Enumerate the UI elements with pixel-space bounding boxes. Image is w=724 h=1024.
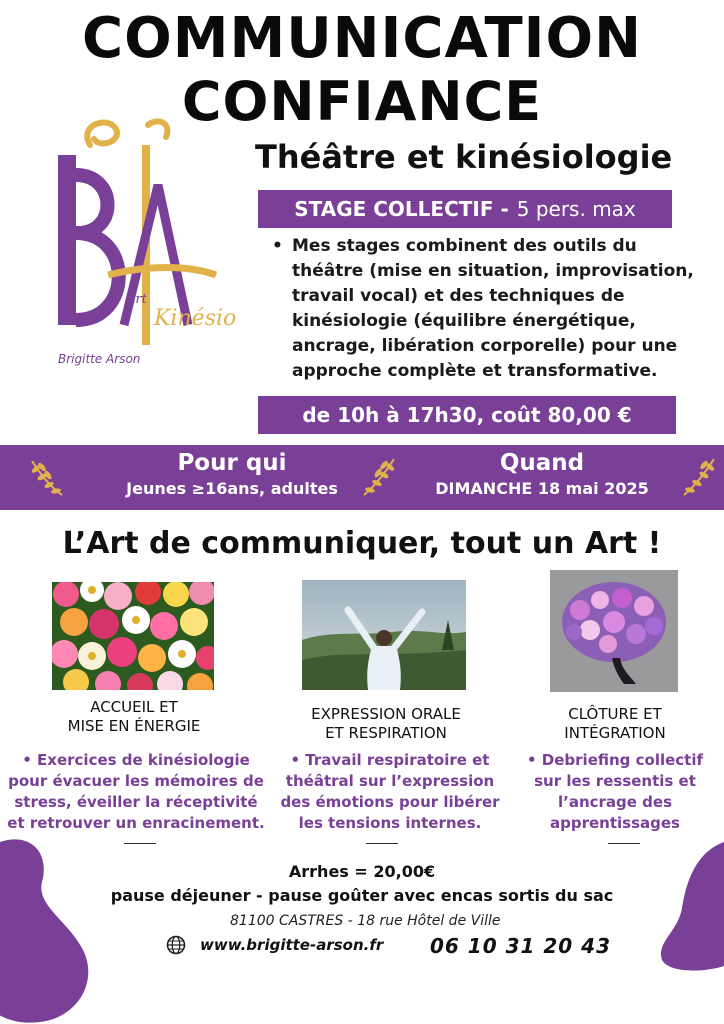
divider xyxy=(608,843,640,844)
date-heading: Quand xyxy=(499,450,585,476)
column-title-expression xyxy=(276,705,496,743)
description-text: Mes stages combinent des outils du théâtre (mise en situation, improvisation, travail vocal) et des techniques de kinésiologie (équilibre énergétique, ancrage, libération corporelle) pour une approche complète et transformative. xyxy=(292,236,694,381)
divider xyxy=(366,843,398,844)
date-block xyxy=(418,449,666,501)
phone-number[interactable]: 06 10 31 20 43 xyxy=(430,934,612,958)
stage-description xyxy=(272,234,712,384)
address-text: 81100 CASTRES - 18 rue Hôtel de Ville xyxy=(230,913,501,929)
person-nature-photo xyxy=(302,580,466,690)
column-title-accueil xyxy=(28,698,240,736)
column-title-line2: MISE EN ÉNERGIE xyxy=(67,717,201,735)
date-value: DIMANCHE 18 mai 2025 xyxy=(435,479,649,498)
price-banner: de 10h à 17h30, coût 80,00 € xyxy=(258,396,676,434)
title-confiance: CONFIANCE xyxy=(181,70,543,133)
bullet: • xyxy=(272,236,283,256)
column-text-cloture: • Debriefing collectif sur les ressentis et l’ancrage des apprentissages xyxy=(526,751,704,832)
breaks-text: pause déjeuner - pause goûter avec encas sortis du sac xyxy=(110,886,614,905)
flowers-photo xyxy=(52,582,214,690)
column-title-line1: EXPRESSION ORALE xyxy=(311,705,461,723)
audience-value: Jeunes ≥16ans, adultes xyxy=(126,479,338,498)
logo-kinesio-text: Kinésio xyxy=(154,306,237,331)
subtitle: Théâtre et kinésiologie xyxy=(255,138,673,176)
brand-logo xyxy=(38,115,238,375)
decorative-blob xyxy=(0,832,100,1024)
info-band xyxy=(0,445,724,510)
laurel-icon xyxy=(26,455,66,499)
stage-label: STAGE COLLECTIF - xyxy=(294,197,509,221)
brain-photo xyxy=(550,570,678,692)
slogan: L’Art de communiquer, tout un Art ! xyxy=(62,526,662,561)
column-title-line1: ACCUEIL ET xyxy=(90,698,178,716)
column-title-line2: ET RESPIRATION xyxy=(325,724,447,742)
column-title-cloture xyxy=(520,705,710,743)
deposit-text: Arrhes = 20,00€ xyxy=(288,862,436,881)
audience-block xyxy=(92,449,372,501)
column-text-expression: • Travail respiratoire et théâtral sur l’expression des émotions pour libérer les tensions internes. xyxy=(280,751,500,832)
audience-heading: Pour qui xyxy=(177,450,287,476)
title-communication: COMMUNICATION xyxy=(82,6,642,71)
website-link[interactable]: www.brigitte-arson.fr xyxy=(200,936,384,954)
logo-caption: Brigitte Arson xyxy=(58,352,141,366)
globe-icon xyxy=(166,935,186,955)
column-text-accueil: • Exercices de kinésiologie pour évacuer les mémoires de stress, éveiller la réceptivité et retrouver un enracinement. xyxy=(7,751,265,832)
column-title-line1: CLÔTURE ET xyxy=(568,705,662,723)
laurel-icon xyxy=(680,455,720,499)
laurel-icon xyxy=(360,455,400,499)
stage-banner xyxy=(258,190,672,228)
column-title-line2: INTÉGRATION xyxy=(564,724,666,742)
logo-art-text: Art xyxy=(126,292,147,307)
divider xyxy=(124,843,156,844)
stage-capacity: 5 pers. max xyxy=(516,197,636,221)
